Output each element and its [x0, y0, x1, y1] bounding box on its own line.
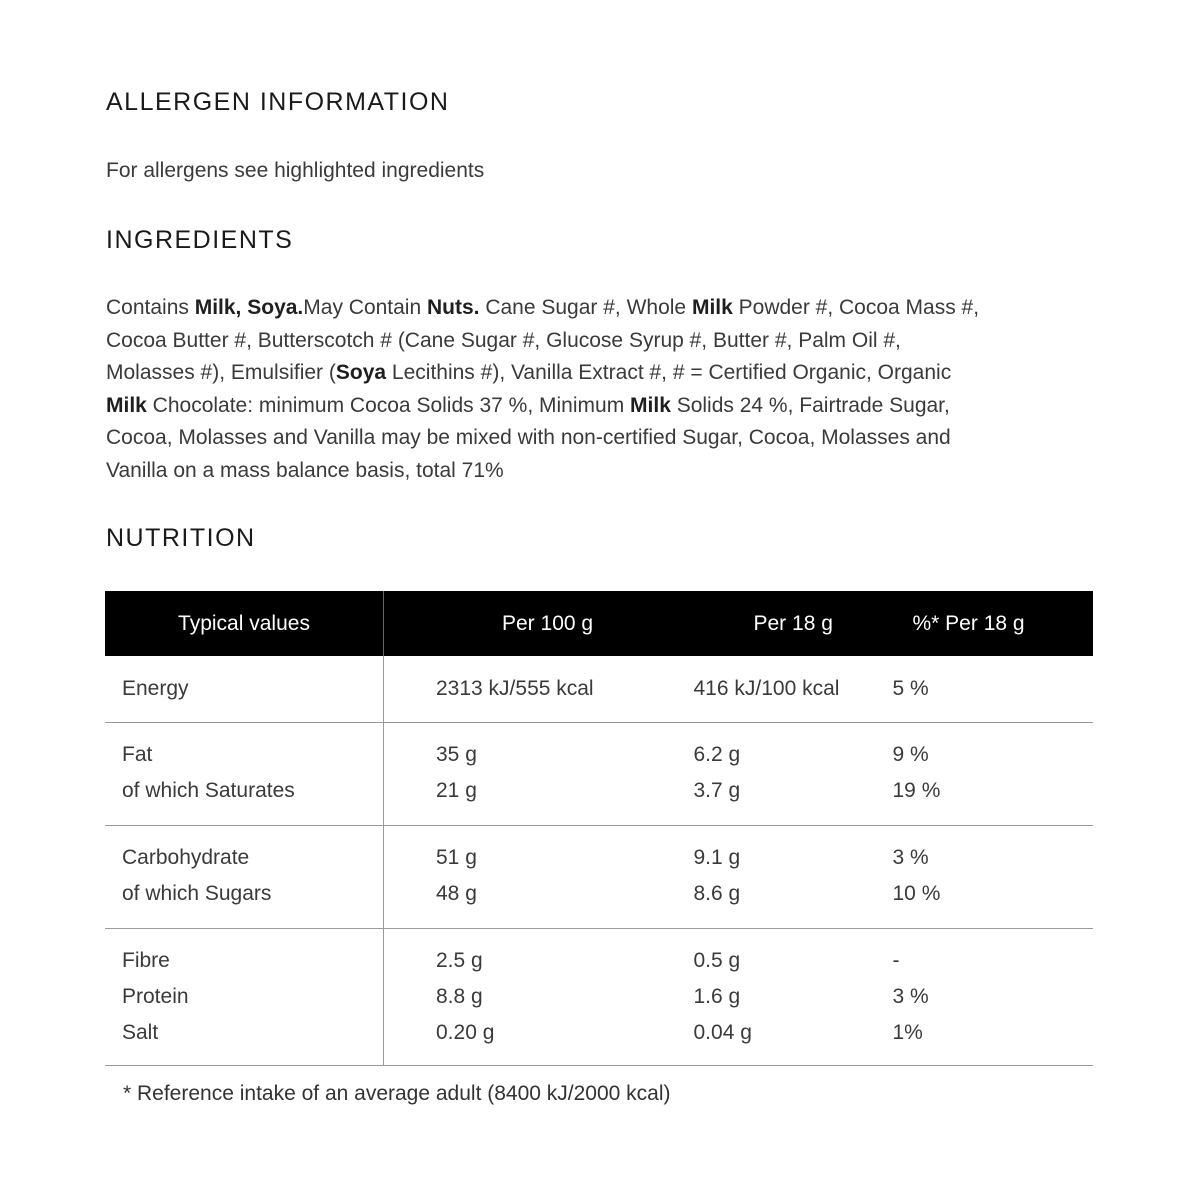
value-reference-intake-cell — [873, 723, 1094, 826]
value-per-100g: 51 g — [436, 846, 477, 869]
value-per-18g: 416 kJ/100 kcal — [693, 677, 840, 700]
nutrient-name: Fibre — [122, 949, 170, 972]
nutrition-row — [105, 656, 1093, 723]
ingredients-segment: Chocolate: minimum Cocoa Solids 37 %, Minimum — [146, 393, 631, 417]
value-per-18g: 9.1 g — [693, 846, 741, 869]
ingredients-text — [106, 292, 1091, 488]
nutrition-row — [105, 929, 1093, 1066]
allergen-highlight: Milk, Soya. — [194, 296, 304, 319]
value-per-18g-cell — [644, 826, 873, 929]
value-reference-intake-cell — [873, 656, 1094, 723]
value-per-18g-cell — [644, 656, 873, 723]
ingredients-line — [106, 422, 1091, 455]
nutrient-name: Energy — [122, 677, 189, 700]
nutrition-row — [105, 826, 1093, 929]
allergen-note: For allergens see highlighted ingredients — [106, 159, 485, 182]
allergen-highlight: Milk — [691, 296, 733, 319]
ingredients-segment: Solids 24 %, Fairtrade Sugar, — [670, 393, 950, 417]
value-reference-intake: 9 % — [892, 743, 929, 766]
value-per-100g-cell — [384, 656, 644, 723]
ingredients-segment: Cocoa, Molasses and Vanilla may be mixed with non-certified Sugar, Cocoa, Molasses and — [106, 426, 951, 450]
allergen-highlight: Milk — [106, 393, 147, 417]
nutrition-section-title: NUTRITION — [106, 524, 256, 552]
value-per-100g-cell — [384, 826, 644, 929]
nutrient-name: of which Saturates — [122, 779, 295, 802]
value-per-100g: 2313 kJ/555 kcal — [436, 677, 594, 700]
header-per-18g: Per 18 g — [644, 591, 873, 656]
value-reference-intake: 3 % — [892, 846, 929, 869]
nutrient-name: of which Sugars — [122, 882, 272, 905]
value-reference-intake: 3 % — [892, 985, 929, 1008]
ingredients-segment: Powder #, Cocoa Mass #, — [732, 296, 980, 319]
reference-intake-footnote: * Reference intake of an average adult (8400 kJ/2000 kcal) — [123, 1082, 671, 1105]
header-per-100g: Per 100 g — [384, 591, 644, 656]
value-reference-intake: 1% — [892, 1021, 923, 1044]
value-per-100g: 35 g — [436, 743, 477, 766]
ingredients-segment: Vanilla on a mass balance basis, total 71% — [106, 458, 504, 482]
value-reference-intake: - — [892, 949, 900, 972]
ingredients-segment: Cocoa Butter #, Butterscotch # (Cane Sugar #, Glucose Syrup #, Butter #, Palm Oil #, — [106, 328, 901, 352]
nutrition-table-header — [105, 591, 1093, 656]
value-per-100g: 48 g — [436, 882, 477, 905]
value-per-18g: 3.7 g — [693, 779, 741, 802]
ingredients-line — [106, 292, 1091, 325]
ingredients-segment: May Contain — [303, 296, 427, 319]
value-per-18g-cell — [644, 929, 873, 1066]
allergen-highlight: Nuts. — [427, 296, 480, 319]
ingredients-line — [106, 455, 1091, 488]
ingredients-segment: Cane Sugar #, Whole — [479, 296, 692, 319]
ingredients-section-title: INGREDIENTS — [106, 226, 294, 254]
value-per-18g: 0.5 g — [693, 949, 741, 972]
ingredients-segment: Molasses #), Emulsifier ( — [106, 361, 336, 385]
nutrient-name-cell — [105, 826, 384, 929]
value-per-100g: 0.20 g — [436, 1021, 495, 1044]
value-per-18g: 6.2 g — [693, 743, 741, 766]
nutrient-name: Carbohydrate — [122, 846, 250, 869]
value-per-100g: 21 g — [436, 779, 477, 802]
ingredients-line — [106, 325, 1091, 358]
ingredients-line — [106, 357, 1091, 390]
nutrition-row — [105, 723, 1093, 826]
nutrient-name: Salt — [122, 1021, 159, 1044]
ingredients-segment: Lecithins #), Vanilla Extract #, # = Certified Organic, Organic — [386, 361, 952, 385]
allergen-highlight: Soya — [335, 361, 387, 385]
nutrient-name-cell — [105, 929, 384, 1066]
value-per-18g-cell — [644, 723, 873, 826]
nutrient-name-cell — [105, 723, 384, 826]
value-per-100g-cell — [384, 723, 644, 826]
value-reference-intake-cell — [873, 929, 1094, 1066]
value-per-18g: 0.04 g — [693, 1021, 752, 1044]
nutrition-table — [105, 591, 1093, 1066]
value-per-100g: 8.8 g — [436, 985, 483, 1008]
header-typical-values: Typical values — [105, 591, 384, 656]
value-per-18g: 1.6 g — [693, 985, 741, 1008]
allergen-section-title: ALLERGEN INFORMATION — [106, 88, 450, 116]
value-reference-intake: 19 % — [892, 779, 941, 802]
allergen-highlight: Milk — [630, 393, 671, 417]
nutrient-name: Fat — [122, 743, 153, 766]
value-per-100g-cell — [384, 929, 644, 1066]
value-reference-intake: 10 % — [892, 882, 941, 905]
header-reference-intake: %* Per 18 g — [873, 591, 1094, 656]
value-reference-intake: 5 % — [892, 677, 929, 700]
nutrient-name: Protein — [122, 985, 189, 1008]
ingredients-line — [106, 390, 1091, 423]
ingredients-segment: Contains — [106, 296, 195, 319]
nutrient-name-cell — [105, 656, 384, 723]
value-per-18g: 8.6 g — [693, 882, 741, 905]
value-reference-intake-cell — [873, 826, 1094, 929]
value-per-100g: 2.5 g — [436, 949, 483, 972]
